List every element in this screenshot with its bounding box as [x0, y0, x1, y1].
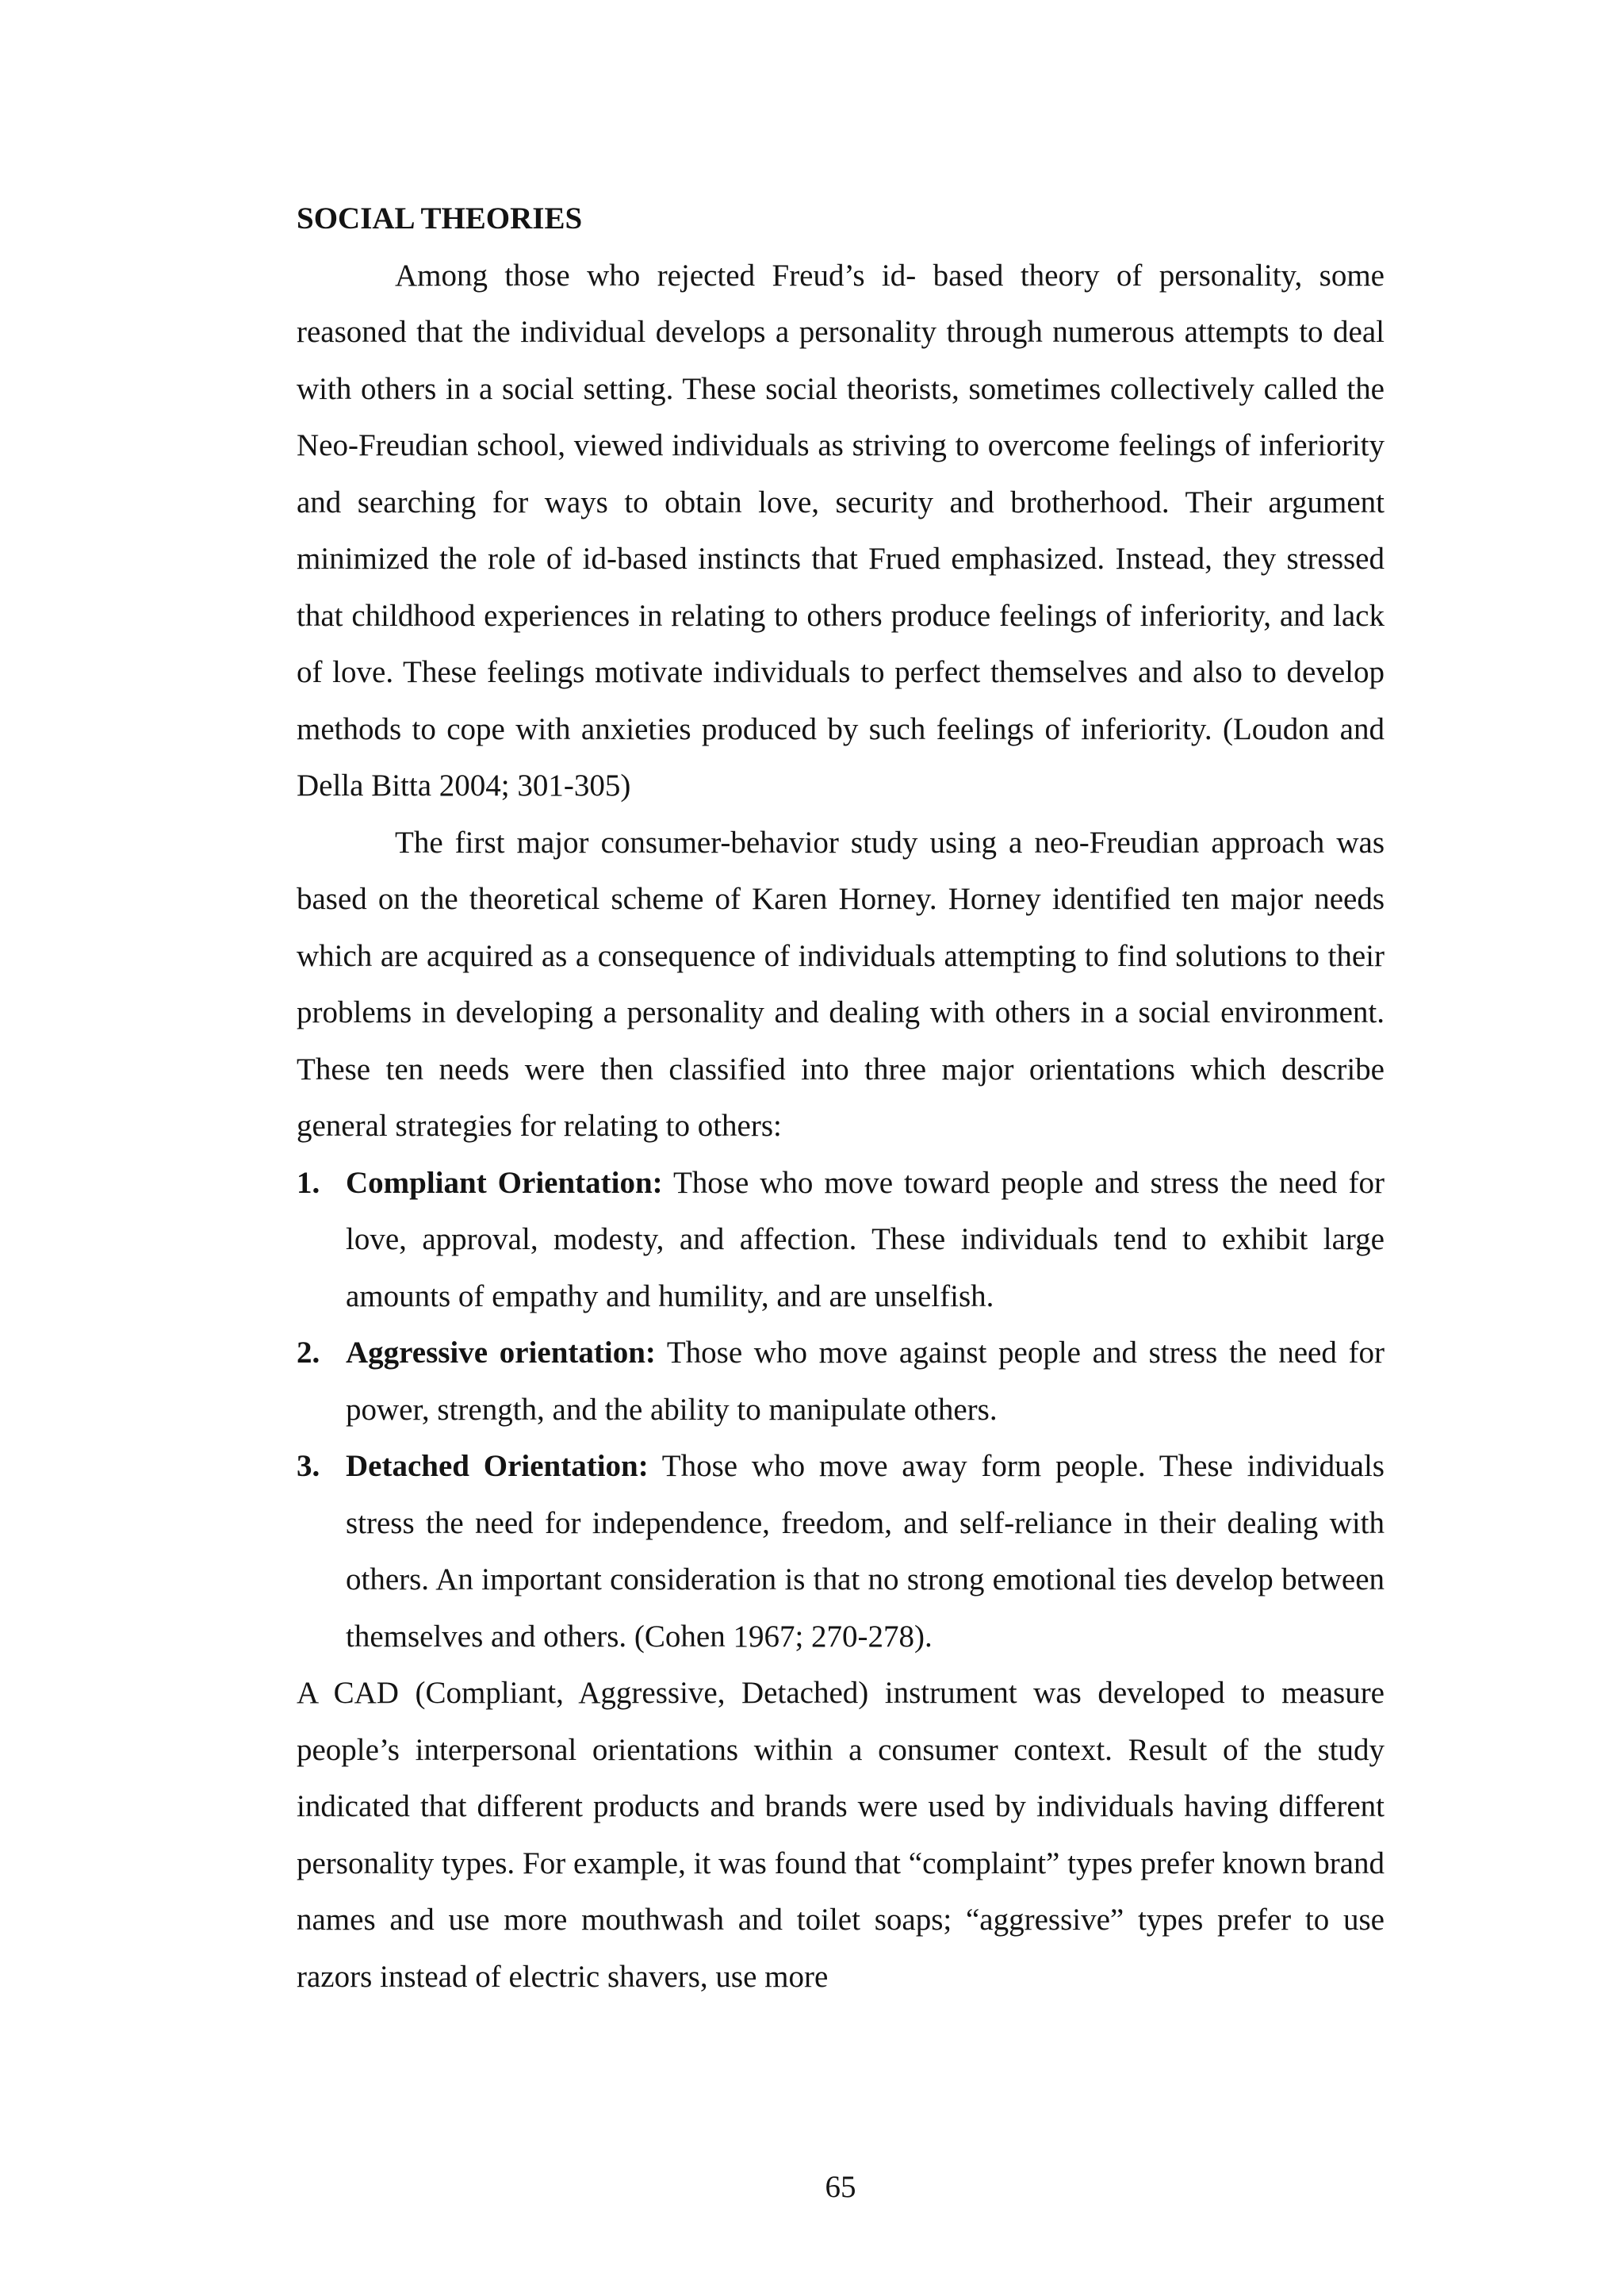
paragraph-horney-study: The first major consumer-behavior study using a neo-Freudian approach was based on the theoretical scheme of Karen Horney. Horney identified ten major needs which are acquired as a consequence of individuals attempting to find solutions to their problems in developing a personality and dealing with others in a social environment. These ten needs were then classified into three major orientations which describe general strategies for relating to others: — [297, 825, 1385, 1143]
list-item-compliant — [297, 1155, 1385, 1325]
list-term: Compliant Orientation: — [346, 1165, 663, 1200]
list-number: 3. — [297, 1449, 320, 1483]
paragraph-cad-instrument: A CAD (Compliant, Aggressive, Detached) instrument was developed to measure people’s interpersonal orientations within a consumer context. Result of the study indicated that different products and brands were used by individuals having different personality types. For example, it was found that “complaint” types prefer known brand names and use more mouthwash and toilet soaps; “aggressive” types prefer to use razors instead of electric shavers, use more — [297, 1676, 1385, 1994]
list-item-detached — [297, 1438, 1385, 1665]
page-number: 65 — [825, 2170, 856, 2204]
paragraph-social-theorists: Among those who rejected Freud’s id- based theory of personality, some reasoned that the individual develops a personality through numerous attempts to deal with others in a social setting. These social theorists, sometimes collectively called the Neo-Freudian school, viewed individuals as striving to overcome feelings of inferiority and searching for ways to obtain love, security and brotherhood. Their argument minimized the role of id-based instincts that Frued emphasized. Instead, they stressed that childhood experiences in relating to others produce feelings of inferiority, and lack of love. These feelings motivate individuals to perfect themselves and also to develop methods to cope with anxieties produced by such feelings of inferiority. (Loudon and Della Bitta 2004; 301-305) — [297, 258, 1385, 803]
list-item-aggressive — [297, 1324, 1385, 1438]
list-text: Those who move toward people and stress the need for love, approval, modesty, and affection. These individuals tend to exhibit large amounts of empathy and humility, and are unselfish. — [346, 1165, 1385, 1313]
list-number: 1. — [297, 1165, 320, 1200]
orientation-list — [297, 1155, 1385, 1665]
list-term: Detached Orientation: — [346, 1449, 649, 1483]
section-heading: SOCIAL THEORIES — [297, 201, 583, 236]
list-number: 2. — [297, 1336, 320, 1370]
list-text: Those who move against people and stress the need for power, strength, and the ability to manipulate others. — [346, 1336, 1385, 1427]
document-page — [297, 190, 1385, 2005]
list-text: Those who move away form people. These individuals stress the need for independence, freedom, and self-reliance in their dealing with others. An important consideration is that no strong emotional ties develop between themselves and others. (Cohen 1967; 270-278). — [346, 1449, 1385, 1654]
list-term: Aggressive orientation: — [346, 1336, 656, 1370]
